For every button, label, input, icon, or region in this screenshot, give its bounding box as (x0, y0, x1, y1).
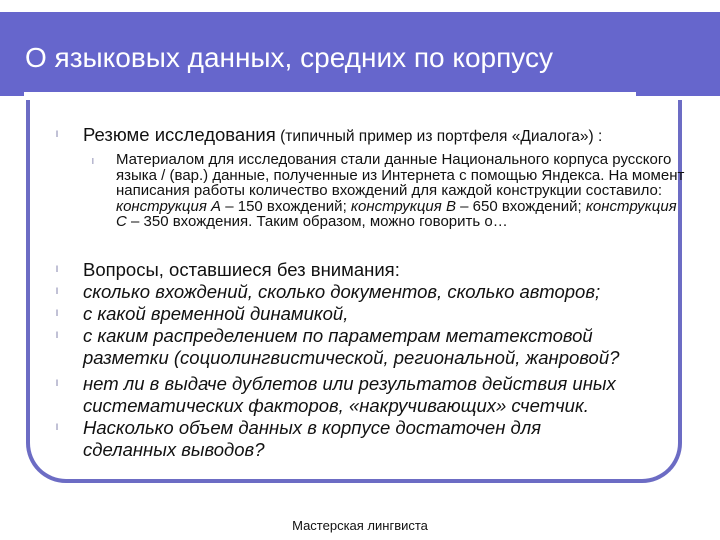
list-item-lead: Резюме исследования (83, 124, 276, 145)
bullet-icon: l (56, 378, 58, 388)
list-item: с каким распределением по параметрам метатекстовой разметки (социолингвистической, региональной, жанровой? (83, 325, 620, 368)
bullet-icon: l (56, 264, 58, 274)
footer-text: Мастерская лингвиста (292, 518, 428, 533)
list-item: Вопросы, оставшиеся без внимания: (83, 259, 400, 280)
list-item: с какой временной динамикой, (83, 303, 349, 324)
bullet-icon: l (56, 330, 58, 340)
bullet-icon: l (56, 422, 58, 432)
list-item: сколько вхождений, сколько документов, сколько авторов; (83, 281, 601, 302)
list-item: Насколько объем данных в корпусе достаточен для сделанных выводов? (83, 417, 542, 460)
bullet-icon: l (56, 308, 58, 318)
bullet-icon: l (56, 129, 58, 139)
list-item-note: (типичный пример из портфеля «Диалога») : (275, 128, 603, 145)
slide-title: О языковых данных, средних по корпусу (25, 42, 553, 73)
sub-list-item: Материалом для исследования стали данные Национального корпуса русского языка / (вар.) данные, полученные из Интернета с помощью Яндекса. На момент написания работы количество вхождений для каждой конструкции составило: конструкция A – 150 вхождений; конструкция B – 650 вхождений; конструкция C – 350 вхождения. Таким образом, можно говорить о… (116, 151, 685, 230)
bullet-icon: l (92, 157, 94, 166)
list-item (83, 124, 693, 148)
bullet-icon: l (56, 286, 58, 296)
list-item: нет ли в выдаче дублетов или результатов действия иных систематических факторов, «накручивающих» счетчик. (83, 373, 616, 416)
